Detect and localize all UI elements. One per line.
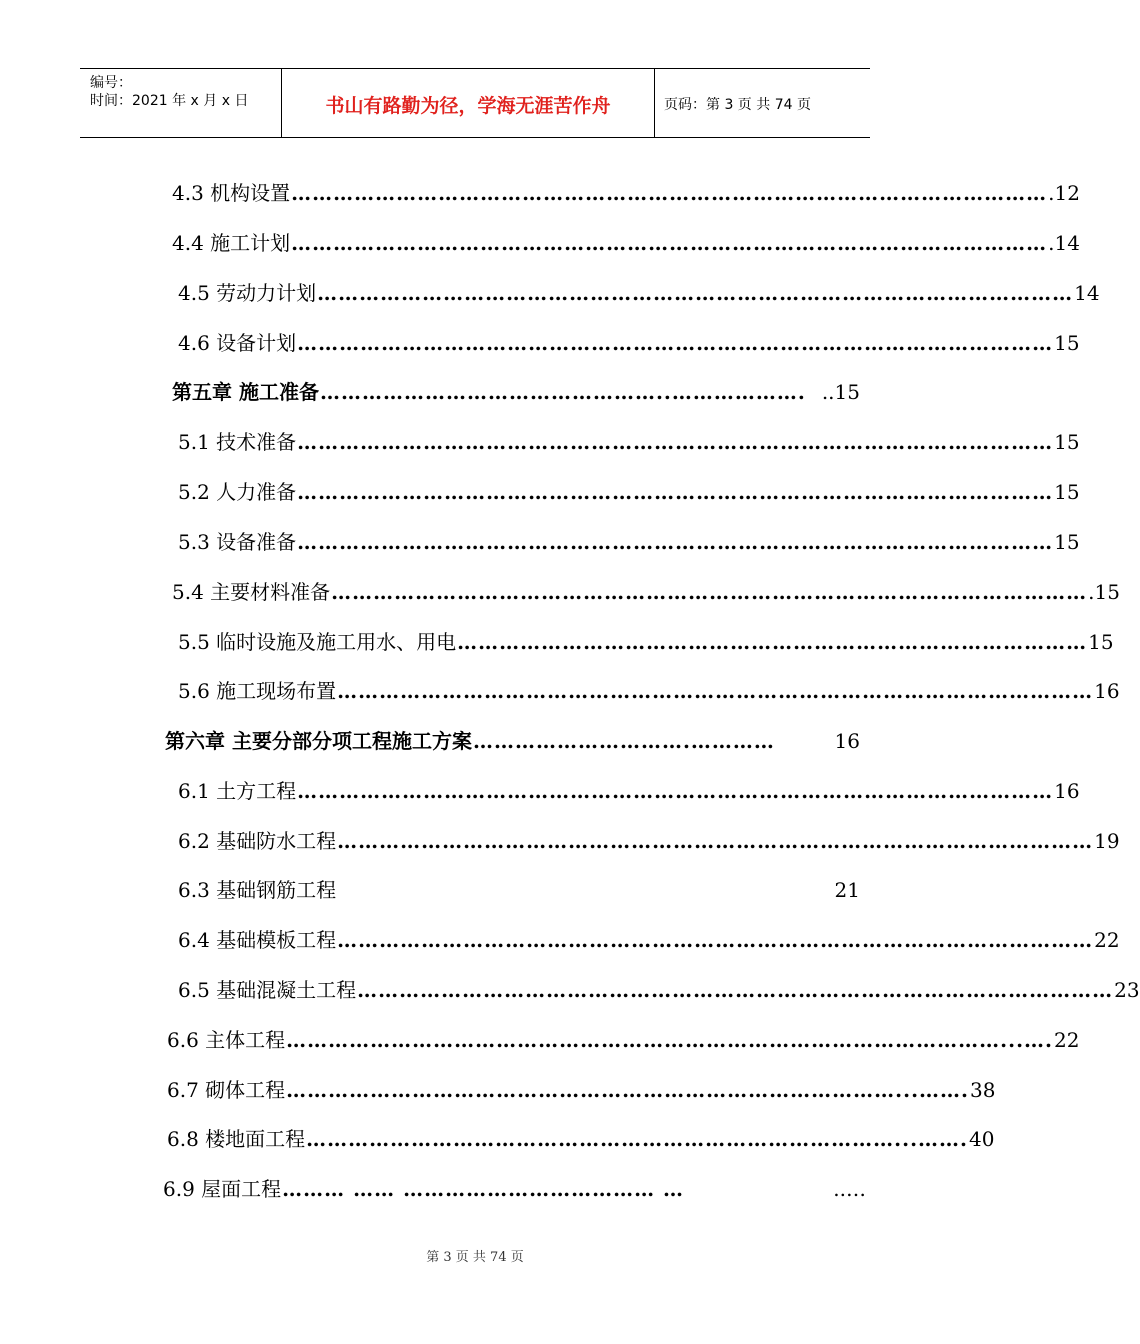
toc-leader-dots: …………………………………………..………………. <box>319 380 806 404</box>
toc-leader-dots: ……………………………………………………………………………………………… <box>291 231 1048 255</box>
toc-leader-dots: ……………………………………………………………………………… <box>457 630 1088 654</box>
toc-leader-dots: ……………………………………………………………………………………………… <box>297 331 1054 355</box>
toc-leader-dots: ……………………………………………………………………………...……. <box>286 1078 970 1102</box>
page-footer: 第 3 页 共 74 页 <box>426 1250 524 1265</box>
toc-entry <box>178 427 1080 457</box>
toc-entry <box>178 527 1080 557</box>
toc-leader-dots: ……………………………………………………………………………………………… <box>297 530 1054 554</box>
toc-leader-dots: ……………………………………………………………………………………………… <box>337 679 1094 703</box>
toc-entry-title: 5.4 主要材料准备 <box>172 580 331 604</box>
toc-chapter-entry <box>165 726 860 756</box>
page-header <box>80 68 870 138</box>
toc-page-number: ..… <box>833 1177 866 1201</box>
toc-page-number: 23 <box>1114 978 1140 1002</box>
toc-entry-title: 6.2 基础防水工程 <box>178 829 337 853</box>
toc-entry-title: 5.5 临时设施及施工用水、用电 <box>178 630 457 654</box>
toc-entry-title: 6.1 土方工程 <box>178 779 297 803</box>
header-motto-cell <box>281 69 655 137</box>
toc-entry-title: 5.3 设备准备 <box>178 530 297 554</box>
toc-leader-dots: ……………………………………………………………………………………………… <box>357 978 1114 1002</box>
toc-leader-dots: ……………………………………………………………………………………………… <box>337 829 1094 853</box>
toc-page-number: 19 <box>1094 829 1120 853</box>
toc-entry <box>178 676 1120 706</box>
toc-leader-dots: …………………………………………………………………………………………...…. <box>286 1028 1054 1052</box>
toc-entry-title: 5.2 人力准备 <box>178 480 297 504</box>
toc-entry-title: 6.8 楼地面工程 <box>167 1127 306 1151</box>
toc-entry <box>172 228 1080 258</box>
toc-entry <box>167 1124 995 1154</box>
toc-leader-dots: ………………………….………… <box>472 729 775 753</box>
toc-page-number: .14 <box>1048 231 1080 255</box>
toc-entry <box>178 975 1140 1005</box>
header-meta <box>80 69 280 137</box>
toc-entry <box>163 1174 866 1204</box>
toc-entry-title: 4.6 设备计划 <box>178 331 297 355</box>
toc-page-number: 15 <box>1054 331 1080 355</box>
toc-leader-dots: ……………………………………………………………………………………………… <box>297 480 1054 504</box>
toc-entry-title: 4.3 机构设置 <box>172 181 291 205</box>
toc-leader-dots: ……………………………………………………………………………………………… <box>297 779 1054 803</box>
number-label: 编号： <box>90 75 132 91</box>
toc-leader-dots: ……… …… ……………………………… … <box>282 1177 685 1201</box>
page-info: 页码：第 3 页 共 74 页 <box>664 97 811 113</box>
toc-entry-title: 6.7 砌体工程 <box>167 1078 286 1102</box>
toc-page-number: 15 <box>1054 480 1080 504</box>
toc-entry <box>178 776 1080 806</box>
toc-entry <box>172 577 1120 607</box>
toc-entry-title: 6.5 基础混凝土工程 <box>178 978 357 1002</box>
time-label: 时间：2021 年 x 月 x 日 <box>90 93 249 109</box>
header-page-cell <box>654 69 870 137</box>
toc-page-number: .12 <box>1048 181 1080 205</box>
toc-entry <box>178 826 1120 856</box>
toc-entry <box>178 278 1100 308</box>
toc-entry <box>167 1075 996 1105</box>
toc-leader-dots: ……………………………………………………………………………………………… <box>317 281 1074 305</box>
toc-entry <box>178 328 1080 358</box>
toc-page-number: 14 <box>1074 281 1100 305</box>
toc-page-number: 15 <box>1054 430 1080 454</box>
toc-entry <box>178 477 1080 507</box>
toc-leader-dots: ……………………………………………………………………………………………… <box>331 580 1088 604</box>
toc-entry-title: 6.9 屋面工程 <box>163 1177 282 1201</box>
toc-page-number: 38 <box>970 1078 996 1102</box>
toc-entry-title: 第六章 主要分部分项工程施工方案 <box>165 729 472 753</box>
toc-entry <box>167 1025 1080 1055</box>
toc-page-number: 16 <box>1094 679 1120 703</box>
toc-leader-dots: ……………………………………………………………………………………………… <box>291 181 1048 205</box>
toc-leader-dots: ……………………………………………………………………………………………… <box>297 430 1054 454</box>
toc-page-number: ..15 <box>821 380 860 404</box>
toc-page-number: 15 <box>1054 530 1080 554</box>
toc-page-number: 40 <box>969 1127 995 1151</box>
toc-entry <box>178 925 1120 955</box>
toc-entry-title: 5.1 技术准备 <box>178 430 297 454</box>
toc-page-number: 15 <box>1088 630 1114 654</box>
toc-chapter-entry <box>172 377 860 407</box>
toc-entry-title: 4.5 劳动力计划 <box>178 281 317 305</box>
toc-page-number: 22 <box>1054 1028 1080 1052</box>
toc-page-number: .15 <box>1088 580 1120 604</box>
toc-page-number: 16 <box>834 729 860 753</box>
toc-entry <box>178 875 860 905</box>
toc-entry-title: 6.4 基础模板工程 <box>178 928 337 952</box>
toc-entry-title: 4.4 施工计划 <box>172 231 291 255</box>
toc-entry-title: 6.6 主体工程 <box>167 1028 286 1052</box>
toc-page-number: 16 <box>1054 779 1080 803</box>
motto: 书山有路勤为径，学海无涯苦作舟 <box>325 95 611 117</box>
toc-entry-title: 5.6 施工现场布置 <box>178 679 337 703</box>
toc-entry <box>172 178 1080 208</box>
toc-page-number: 21 <box>834 878 860 902</box>
toc-leader-dots: …………………………………………………………………………...……. <box>306 1127 969 1151</box>
toc-page-number: 22 <box>1094 928 1120 952</box>
toc-leader-dots: ……………………………………………………………………………………………… <box>337 928 1094 952</box>
toc-entry <box>178 627 1114 657</box>
toc-entry-title: 第五章 施工准备 <box>172 380 319 404</box>
toc-entry-title: 6.3 基础钢筋工程 <box>178 878 337 902</box>
